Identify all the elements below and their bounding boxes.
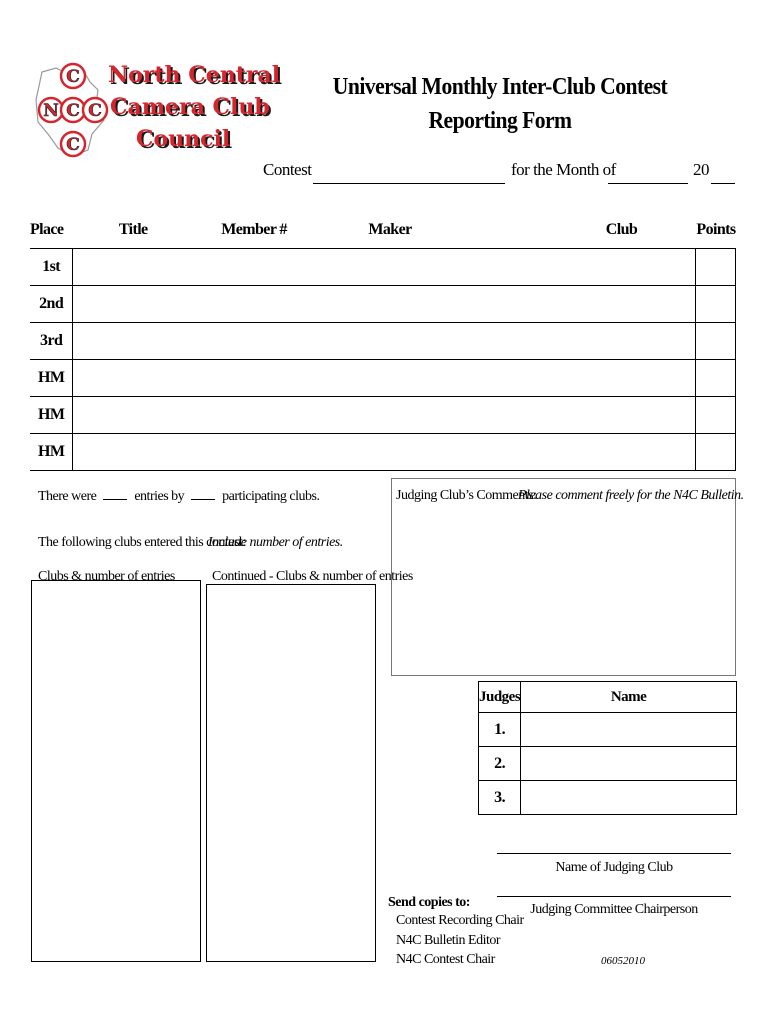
continued-list-label: Continued - Clubs & number of entries	[212, 569, 413, 584]
contest-label: Contest	[263, 160, 312, 179]
form-code: 06052010	[601, 955, 645, 967]
table-row	[30, 323, 736, 360]
entries-count-field[interactable]	[103, 499, 127, 500]
chairperson-signature-line[interactable]	[497, 896, 731, 897]
comments-box[interactable]	[391, 478, 744, 676]
judge-number: 1.	[479, 713, 521, 747]
place-cell: HM	[30, 360, 73, 397]
points-cell[interactable]	[695, 286, 735, 323]
judge-name-field[interactable]	[521, 781, 737, 815]
form-title: Universal Monthly Inter-Club Contest	[332, 74, 668, 100]
recipient-item: N4C Bulletin Editor	[396, 933, 501, 948]
comments-label: Judging Club’s Comments:	[396, 488, 537, 503]
table-row	[30, 434, 736, 471]
n4c-emblem-icon	[28, 60, 118, 170]
header-member: Member #	[194, 212, 315, 249]
place-cell: 3rd	[30, 323, 73, 360]
place-cell: HM	[30, 434, 73, 471]
following-clubs-text: The following clubs entered this contest:	[38, 535, 246, 550]
logo-line-1: North Central	[108, 62, 281, 88]
entry-cell[interactable]	[73, 249, 695, 286]
participating-text: participating clubs.	[222, 489, 320, 504]
logo-letter: C	[66, 135, 80, 155]
judges-table	[478, 681, 737, 815]
judge-name-field[interactable]	[521, 713, 737, 747]
recipient-item: N4C Contest Chair	[396, 952, 495, 967]
judge-name-field[interactable]	[521, 747, 737, 781]
header-maker: Maker	[314, 212, 465, 249]
entries-sentence	[38, 489, 319, 505]
comments-note: Please comment freely for the N4C Bulletin.	[518, 488, 744, 503]
points-cell[interactable]	[695, 434, 735, 471]
header-name: Name	[521, 682, 737, 713]
send-copies-label: Send copies to:	[388, 895, 470, 910]
entry-cell[interactable]	[73, 397, 695, 434]
entry-cell[interactable]	[73, 286, 695, 323]
table-row	[30, 286, 736, 323]
month-field[interactable]	[608, 183, 688, 184]
logo-line-3: Council	[136, 126, 231, 152]
judging-club-signature-line[interactable]	[497, 853, 731, 854]
header-title: Title	[73, 212, 194, 249]
table-row	[479, 713, 737, 747]
judging-club-label: Name of Judging Club	[555, 860, 673, 875]
points-cell[interactable]	[695, 360, 735, 397]
place-cell: 2nd	[30, 286, 73, 323]
year-field[interactable]	[711, 183, 735, 184]
there-were-text: There were	[38, 489, 97, 504]
table-row	[30, 360, 736, 397]
results-header-row	[30, 212, 736, 249]
include-note: Include number of entries.	[208, 535, 343, 550]
chairperson-label: Judging Committee Chairperson	[530, 902, 698, 917]
header-place: Place	[30, 212, 73, 249]
form-subtitle: Reporting Form	[428, 108, 572, 134]
logo-line-2: Camera Club	[110, 94, 270, 120]
entry-cell[interactable]	[73, 360, 695, 397]
recipient-item: Contest Recording Chair	[396, 913, 524, 928]
place-cell: HM	[30, 397, 73, 434]
table-row	[30, 249, 736, 286]
clubs-count-field[interactable]	[191, 499, 215, 500]
table-row	[30, 397, 736, 434]
table-row	[479, 781, 737, 815]
table-row	[479, 747, 737, 781]
n4c-logo	[28, 60, 281, 175]
logo-letter: N	[43, 101, 59, 121]
clubs-list-box[interactable]	[31, 580, 201, 962]
header-judges: Judges	[479, 682, 521, 713]
judge-number: 3.	[479, 781, 521, 815]
month-label: for the Month of	[511, 160, 616, 179]
contest-field[interactable]	[313, 183, 505, 184]
points-cell[interactable]	[695, 397, 735, 434]
header-club: Club	[466, 212, 696, 249]
logo-letter: C	[66, 101, 80, 121]
entry-cell[interactable]	[73, 434, 695, 471]
header-points: Points	[695, 212, 735, 249]
logo-letter: C	[66, 67, 80, 87]
entries-by-text: entries by	[134, 489, 185, 504]
results-table	[30, 212, 736, 471]
points-cell[interactable]	[695, 249, 735, 286]
continued-clubs-box[interactable]	[206, 584, 376, 962]
judge-number: 2.	[479, 747, 521, 781]
place-cell: 1st	[30, 249, 73, 286]
year-label: 20	[693, 160, 709, 179]
logo-letter: C	[88, 101, 102, 121]
clubs-list-label: Clubs & number of entries	[38, 569, 175, 584]
entry-cell[interactable]	[73, 323, 695, 360]
points-cell[interactable]	[695, 323, 735, 360]
judges-header-row	[479, 682, 737, 713]
